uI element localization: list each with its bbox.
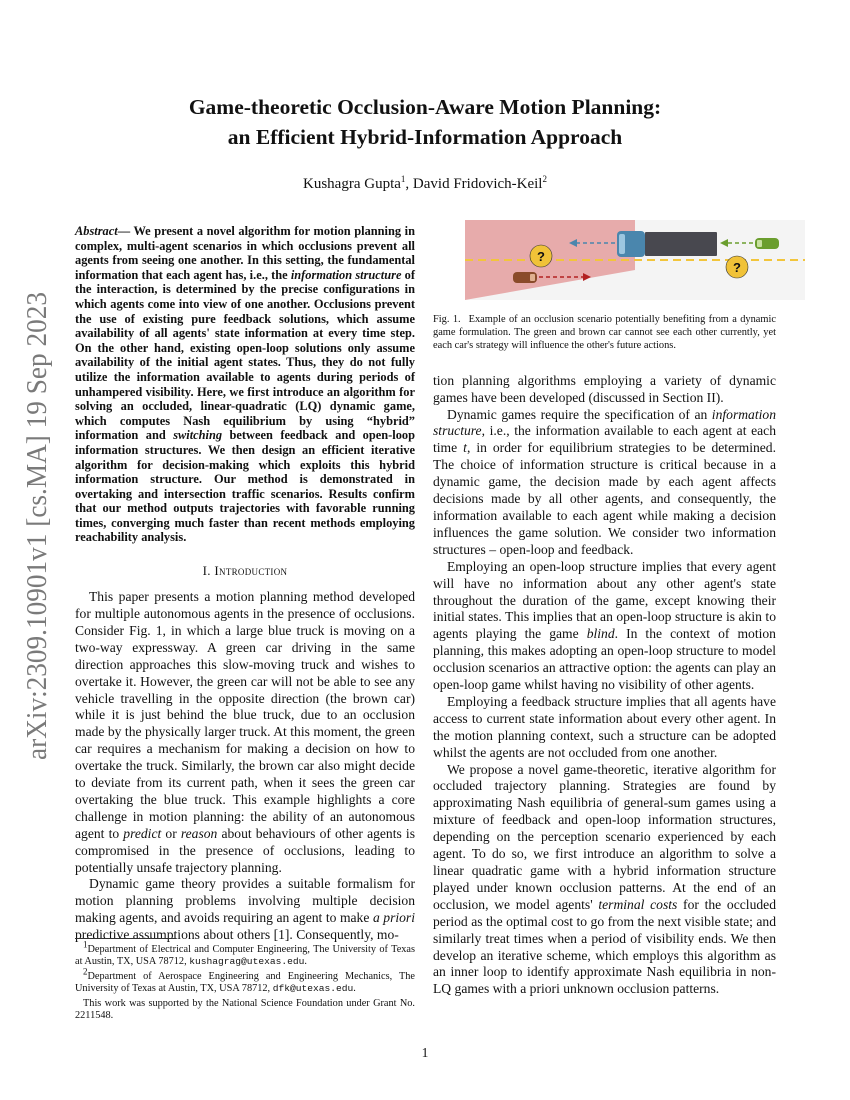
intro-p6-text-a: We propose a novel game-theoretic, iterative algorithm for occluded trajectory planning. Strategies are found by approximating Nash equilibria of general-sum games using a mixture of feedback and open-loop information structures, depending on the perception scenario experienced by each agent. To do so, we first introduce an algorithm to solve a linear quadratic game with a hybrid information structure played under known occlusion patterns. At the end of an occlusion, we model agents' xyxy=(433,761,776,912)
intro-paragraph-2-continued: tion planning algorithms employing a variety of dynamic games have been developed (discussed in Section II). xyxy=(433,372,776,405)
footnote-1-mark: 1 xyxy=(83,939,88,950)
green-car-window xyxy=(757,240,762,247)
footnote-2-end: . xyxy=(353,983,356,995)
left-column xyxy=(75,224,415,944)
intro-p1-text-c: about behaviours of other agents is compromised in the presence of occlusions, leading to potentially unsafe trajectory planning. xyxy=(75,825,415,875)
footnote-rule xyxy=(75,938,175,939)
footnote-1 xyxy=(75,939,415,969)
intro-paragraph-6 xyxy=(433,762,776,999)
author-separator: , xyxy=(405,176,413,192)
title-line-2: an Efficient Hybrid-Information Approach xyxy=(227,125,623,149)
brown-car-window xyxy=(530,274,535,281)
intro-p6-emphasis: terminal costs xyxy=(598,896,678,912)
author-2-affiliation: 2 xyxy=(542,174,547,184)
figure-caption xyxy=(433,314,776,353)
intro-p1-emphasis-predict: predict xyxy=(123,825,162,841)
intro-p2-text-a: Dynamic game theory provides a suitable formalism for motion planning problems involving multiple decision making agents, and avoids requiring an agent to make xyxy=(75,876,415,926)
paper-title xyxy=(100,92,750,152)
intro-p3-text-b: , i.e., the information available to each agent at each time xyxy=(433,423,776,456)
intro-p4-text-b: . In the context of motion planning, this makes adopting an open-loop structure to model occlusion scenarios an attractive option: the agents can play an open-loop game whilst having no visibility of other agents. xyxy=(433,626,776,693)
abstract-emphasis-2: switching xyxy=(173,428,223,443)
author-2: David Fridovich-Keil xyxy=(412,176,543,192)
abstract-label: Abstract xyxy=(75,224,118,238)
intro-p1-text-b: or xyxy=(161,825,181,841)
question-marker-left: ? xyxy=(537,249,545,264)
intro-paragraph-3 xyxy=(433,407,776,559)
footnote-1-text: Department of Electrical and Computer Engineering, The University of Texas at Austin, TX, USA 78712, xyxy=(75,944,415,968)
footnote-2-text: Department of Aerospace Engineering and Engineering Mechanics, The University of Texas at Austin, TX, USA 78712, xyxy=(75,970,415,995)
intro-p6-text-b: for the occluded period as the optimal cost to go from the next visible state; and similarly treat times when a period of visibility ends. We then develop an iterative scheme, which employs this algorithm as an inner loop to identify approximate Nash equilibria in non-LQ games with a priori unknown occlusion patterns. xyxy=(433,896,776,997)
green-car xyxy=(755,238,779,249)
intro-paragraph-5: Employing a feedback structure implies that all agents have access to current state information about every other agent. In the motion planning context, such a structure can be adopted whilst the agents are not occluded from one another. xyxy=(433,693,776,760)
title-line-1: Game-theoretic Occlusion-Aware Motion Planning: xyxy=(188,95,662,119)
intro-p1-text-a: This paper presents a motion planning method developed for multiple autonomous agents in the presence of occlusions. Consider Fig. 1, in which a large blue truck is moving on a two-way expressway. A green car driving in the same direction approaches this slow-moving truck and wishes to overtake it. However, the green car will not be able to see any vehicle travelling in the opposite direction (the brown car) while it is just behind the blue truck, due to an occlusion made by the physically larger truck. At this moment, the green car requires a mechanism for making a decision on how to overtake the truck. Similarly, the brown car also might decide to deviate from its current path, when it sees the green car overtaking the blue truck. This example highlights a core challenge in motion planning: the ability of an autonomous agent to xyxy=(75,589,415,841)
abstract-emphasis-1: information structure xyxy=(290,267,402,282)
author-1: Kushagra Gupta xyxy=(303,176,401,192)
intro-p1-emphasis-reason: reason xyxy=(180,825,218,841)
author-1-affiliation: 1 xyxy=(400,174,406,184)
truck-windshield xyxy=(619,234,625,254)
intro-p4-emphasis: blind xyxy=(586,626,615,642)
abstract-text-2: of the interaction, is determined by the precise configurations in which agents come into view of one another. Occlusions prevent the use of existing pure feedback solutions, which assume availability of all agents' state information at every time step. On the other hand, existing open-loop solutions only assume availability of the initial agent states. Thus, they do not fully utilize the information available to agents during periods of unhampered visibility. Here, we first introduce an algorithm for solving an occluded, linear-quadratic (LQ) dynamic game, which computes Nash equilibrium by using “hybrid” information and xyxy=(75,267,415,443)
intro-paragraph-1 xyxy=(75,589,415,876)
intro-paragraph-4 xyxy=(433,559,776,694)
intro-p3-text-a: Dynamic games require the specification of an xyxy=(447,406,712,422)
intro-p4-text-a: Employing an open-loop structure implies that every agent will have no information about any other agent's state throughout the duration of the game, except knowing their initial states. This implies that an open-loop structure is akin to agents playing the game xyxy=(433,558,776,642)
brown-car xyxy=(513,272,537,283)
right-column xyxy=(433,218,776,998)
intro-p3-emphasis: information structure xyxy=(433,406,776,439)
page-number: 1 xyxy=(421,1045,429,1060)
footnote-funding: This work was supported by the National Science Foundation under Grant No. 2211548. xyxy=(75,997,415,1022)
section-title: Introduction xyxy=(214,563,288,579)
intro-p3-time-symbol: t xyxy=(463,440,467,456)
figure-1 xyxy=(465,220,805,300)
abstract-dash: — xyxy=(117,224,134,238)
intro-p2-emphasis: a priori xyxy=(372,910,415,926)
author-list xyxy=(100,176,750,193)
figure-caption-text: Example of an occlusion scenario potentially benefiting from a dynamic game formulation. The green and brown car cannot see each other currently, yet each car's strategy will influence the other's future actions. xyxy=(433,314,776,351)
intro-p3-text-c: , in order for equilibrium strategies to be determined. The choice of information structure is critical because in a dynamic game, the decision made by each agent affects decisions made by all other agents, and consequently, the information available to each agent while making a decision influences the game solution. We consider two information structures – open-loop and feedback. xyxy=(433,440,777,557)
footnotes xyxy=(75,938,415,1024)
intro-p2-text-b: predictive assumptions about others [1]. Consequently, mo- xyxy=(75,927,399,943)
section-numeral: I. xyxy=(202,563,215,579)
footnote-1-email: kushagrag@utexas.edu xyxy=(189,956,305,968)
blue-truck xyxy=(617,231,717,257)
footnote-2 xyxy=(75,966,415,996)
footnote-2-email: dfk@utexas.edu xyxy=(272,983,354,995)
arxiv-stamp xyxy=(20,262,53,770)
figure-caption-label: Fig. 1. xyxy=(433,314,461,325)
arxiv-id: arXiv:2309.10901v1 [cs.MA] 19 Sep 2023 xyxy=(21,262,53,760)
section-heading-introduction xyxy=(75,563,415,579)
abstract xyxy=(75,224,415,545)
intro-paragraph-2 xyxy=(75,876,415,944)
question-marker-right: ? xyxy=(733,260,741,275)
footnote-1-end: . xyxy=(304,956,307,968)
footnote-2-mark: 2 xyxy=(83,966,88,977)
truck-trailer xyxy=(645,232,717,256)
abstract-text-1: We present a novel algorithm for motion planning in complex, multi-agent scenarios in which occlusions prevent all agents from seeing one another. In this setting, the fundamental information that each agent has, i.e., the xyxy=(75,224,416,282)
abstract-text-3: between feedback and open-loop information structures. We then design an efficient iterative algorithm for decision-making which exploits this hybrid information structure. Our method is demonstrated in overtaking and intersection traffic scenarios. Results confirm that our method outputs trajectories with favorable running times, converging much faster than recent methods employing reachability analysis. xyxy=(75,428,416,545)
